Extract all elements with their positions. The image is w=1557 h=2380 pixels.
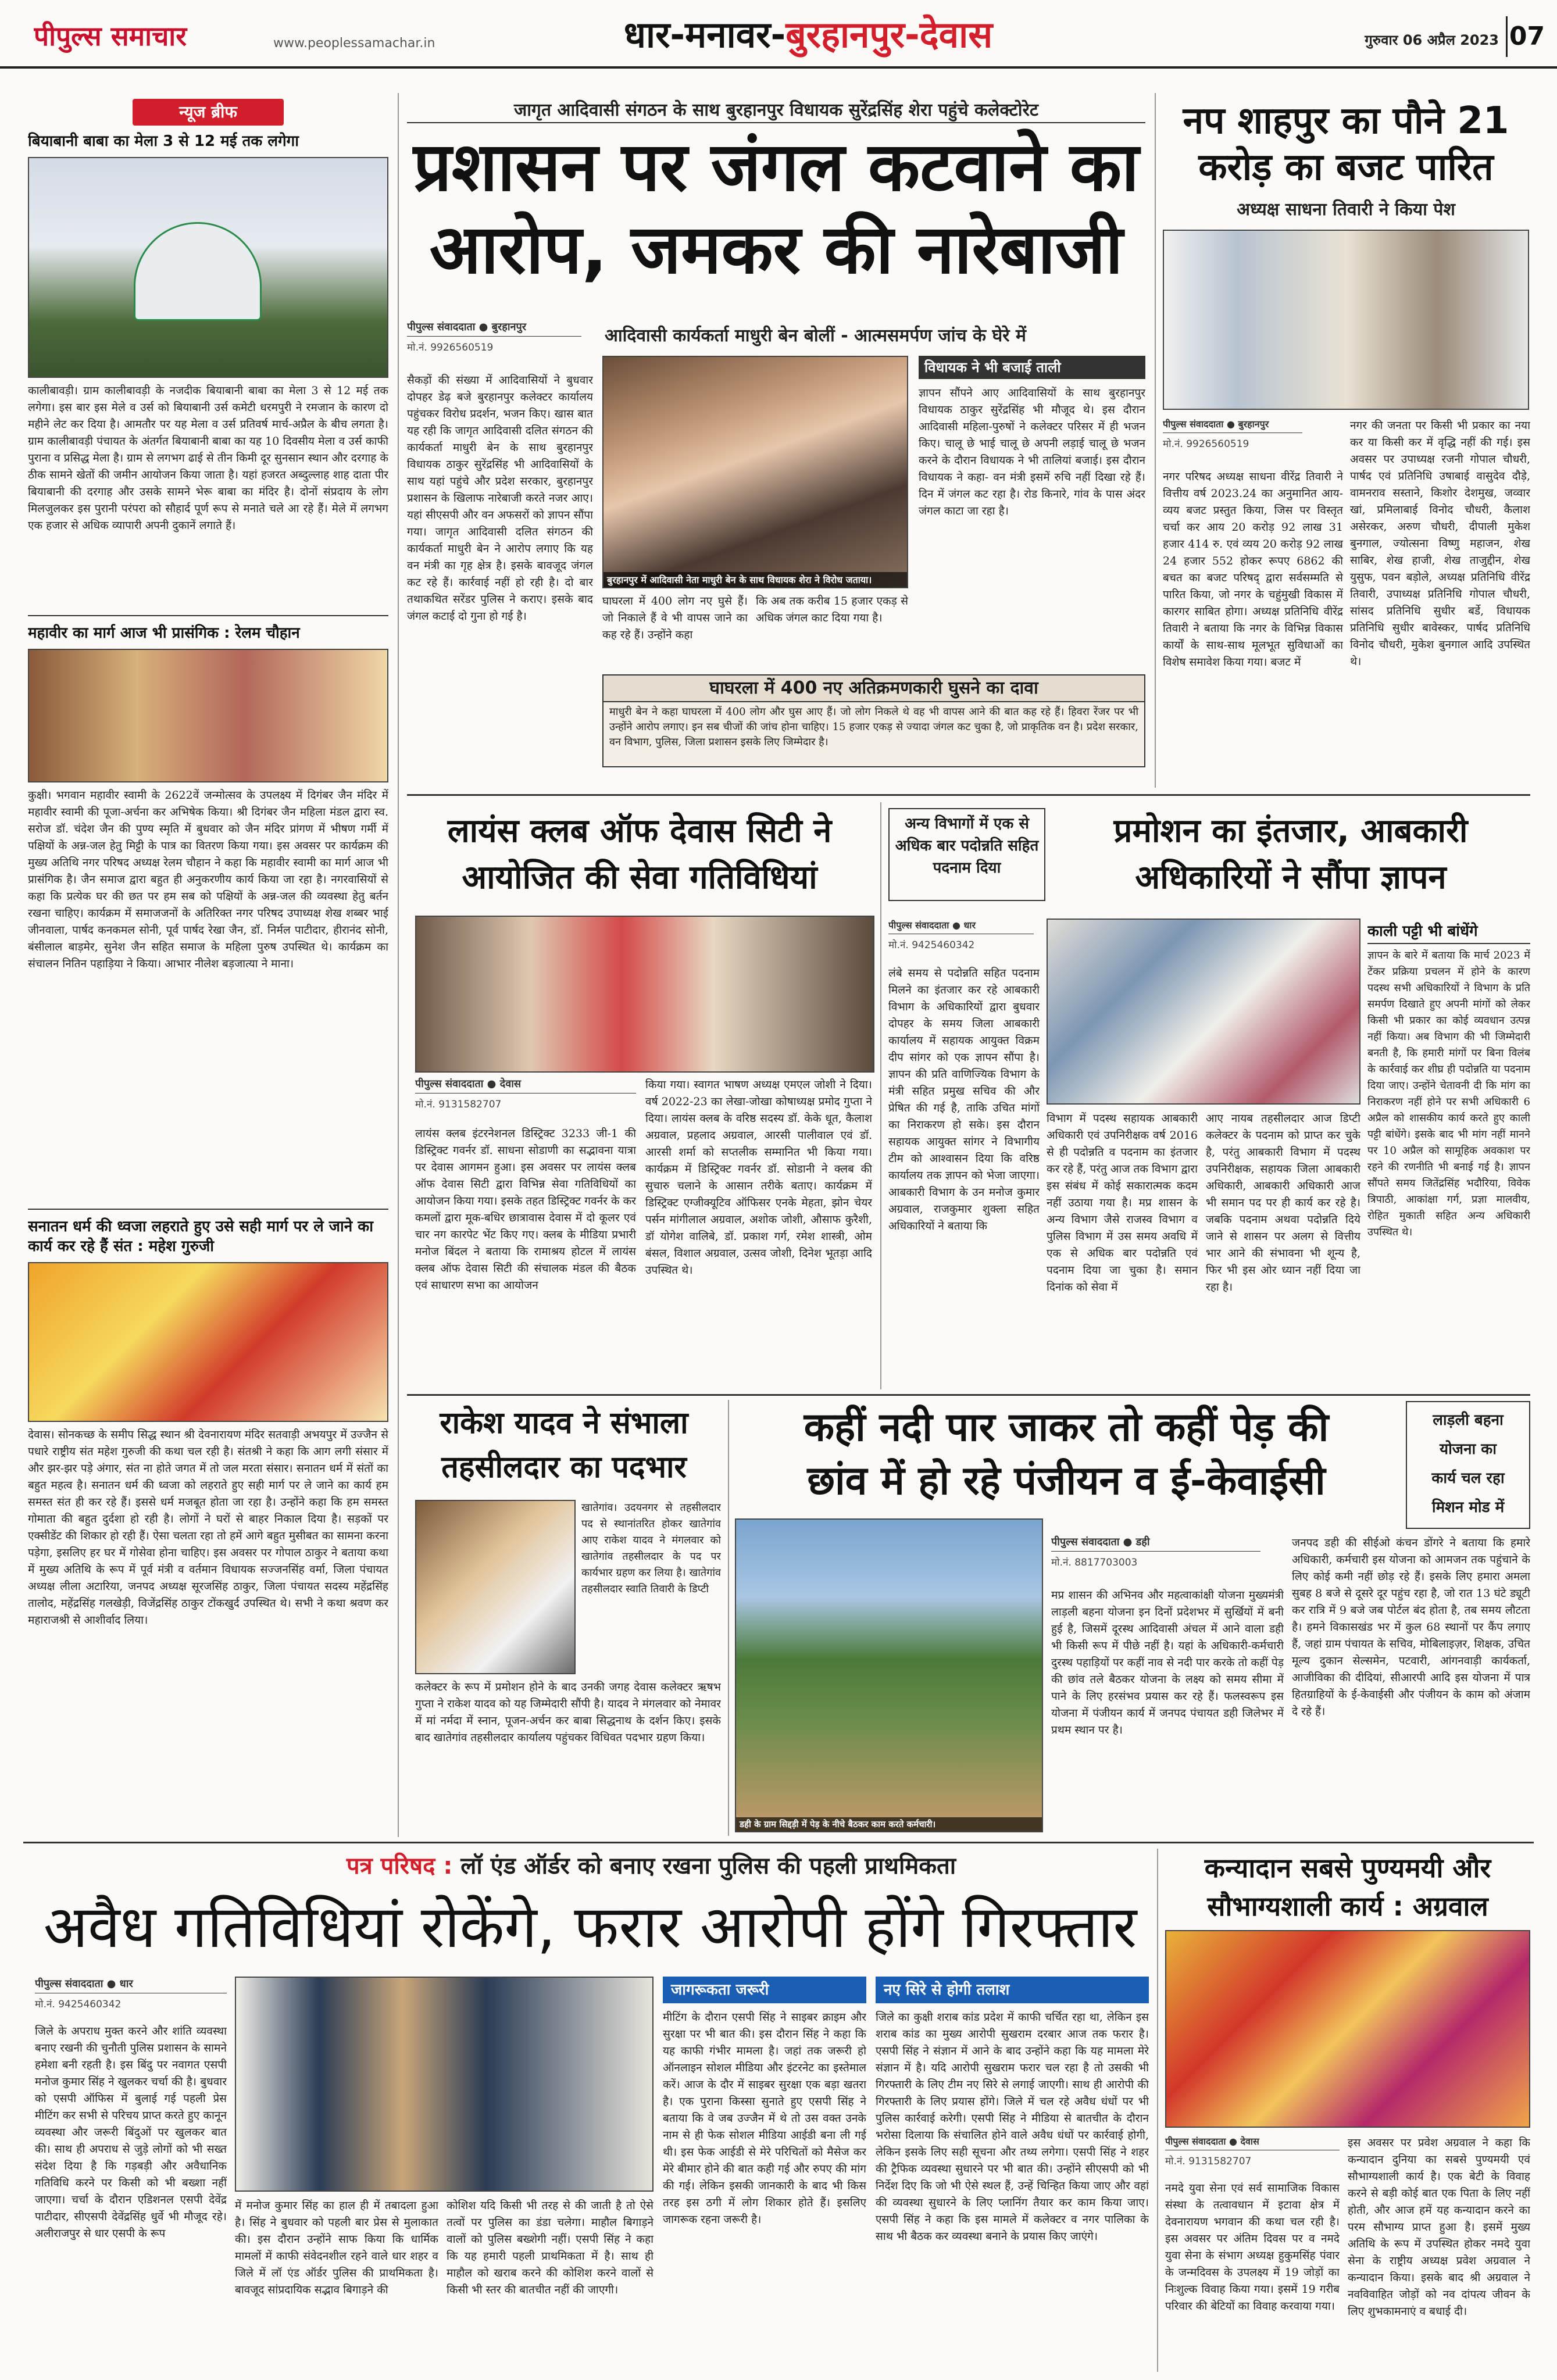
ladli-box-line4: मिशन मोड में bbox=[1431, 1499, 1505, 1516]
column-divider bbox=[880, 802, 881, 1389]
lead-side-text: ज्ञापन सौंपने आए आदिवासियों के साथ बुरहानपुर विधायक ठाकुर सुरेंद्रसिंह भी मौजूद थे। इस दौरान आदिवासी महिला-पुरुषों ने कलेक्टर परिसर में ही भजन किए। चालू छे भाई चालू छे अपनी लड़ाई चालू छे भजन करने के दौरान विधायक ने भी तालियां बजाई। इस दौरान विधायक ने कहा- वन मंत्री इसमें रुचि नहीं दिखा रहे हैं। दिन में जंगल कट रहा है। रोड किनारे, गांव के पास अंदर जंगल काटा जा रहा है। bbox=[919, 387, 1145, 517]
search-text: जिले का कुक्षी शराब कांड प्रदेश में काफी चर्चित रहा था, लेकिन इस शराब कांड का मुख्य आरोपी सुखराम दरबार आज तक फरार है। एसपी सिंह ने संज्ञान में आने के बाद उन्होंने कहा कि यह मामला मेरे संज्ञान में है। यदि आरोपी सुखराम फरार चल रहा है तो उसकी भी गिरफ्तारी के लिए टीम नए सिरे से लगाई जाएगी। साथ ही आरोपी की गिरफ्तारी के लिए प्रयास होंगे। जिले में चल रहे अवैध धंधों पर भी पुलिस कार्रवाई करेगी। एसपी सिंह ने मीडिया से बातचीत के दौरान भरोसा दिलाया कि संचालित होने वाले अवैध धंधों पर कार्रवाई होगी, लेकिन इसके लिए सही सूचना और तथ्य लगेगा। एसपी सिंह ने शहर की ट्रैफिक व्यवस्था सुधारने पर भी बात की। उन्होंने सीएसपी को भी निर्देश दिए कि जो भी ऐसे स्थल हैं, उन्हें चिन्हित किया जाए और वहां की व्यवस्था सुधारने के लिए प्लानिंग तैयार कर काम किया जाए। एसपी सिंह ने कहा कि इस मामले में कलेक्टर व नगर पालिका के साथ भी बैठक कर व्यवस्था बनाने के प्रयास किए जाएंगे। bbox=[876, 2011, 1149, 2243]
rakesh-headline-line2: तहसीलदार का पदभार bbox=[441, 1450, 687, 1485]
masthead bbox=[0, 0, 1557, 69]
police-kicker-label: पत्र परिषद : bbox=[346, 1853, 453, 1879]
ladli-byline: पीपुल्स संवाददाता ● डही bbox=[1051, 1535, 1260, 1552]
budget-body-col1: नगर परिषद अध्यक्ष साधना वीरेंद्र तिवारी ने वित्तीय वर्ष 2023.24 का अनुमानित आय-व्यय बजट प्रस्तुत किया, जिस पर विस्तृत चर्चा कर आय 20 करोड़ 92 लाख 31 हजार 414 रु. एवं व्यय 20 करोड़ 92 लाख 24 हजार 552 होकर रूपए 6862 की बचत का बजट परिषद् द्वारा सर्वसम्मति से पारित किया, जो नगर के चहुंमुखी विकास में कारगर साबित होगा। अध्यक्ष प्रतिनिधि वीरेंद्र तिवारी ने बताया कि नगर के विभिन्न विकास कार्यों के साथ-साथ मूलभूत सुविधाओं का विशेष समावेश किया गया। बजट में bbox=[1163, 470, 1343, 669]
lead-headline-line2: आरोप, जमकर की नारेबाजी bbox=[429, 210, 1123, 289]
rakesh-body: कलेक्टर के रूप में प्रमोशन होने के बाद उनकी जगह देवास कलेक्टर ऋषभ गुप्ता ने राकेश यादव को यह जिम्मेदारी सौंपी है। यादव ने मंगलवार को नेमावर में मां नर्मदा में स्नान, पूजन-अर्चन कर बाबा सिद्धनाथ के दर्शन किए। इसके बाद खातेगांव तहसीलदार कार्यालय पहुंचकर विधिवत पदभार ग्रहण किया। bbox=[415, 1681, 721, 1744]
ladli-box-line2: योजना का bbox=[1439, 1441, 1497, 1458]
lead-below-photo-b: कि अब तक करीब 15 हजार एकड़ से अधिक जंगल काट दिया गया है। bbox=[756, 595, 908, 624]
kanyadan-mobile: मो.नं. 9131582707 bbox=[1165, 2156, 1252, 2167]
ladli-box-line1: लाड़ली बहना bbox=[1433, 1411, 1504, 1429]
brief-photo-3 bbox=[28, 1262, 388, 1422]
awareness-label: जागरूकता जरूरी bbox=[663, 1977, 866, 2003]
website-text: www.peoplessamachar.in bbox=[273, 36, 435, 51]
lions-photo bbox=[415, 916, 874, 1073]
brief-title-2: महावीर का मार्ग आज भी प्रासंगिक : रेलम चौहान bbox=[28, 615, 388, 643]
section-title bbox=[547, 10, 1070, 63]
page-number: 07 bbox=[1506, 16, 1547, 57]
promotion-body-col3: आए नायब तहसीलदार आज डिप्टी कलेक्टर के पदनाम को प्राप्त कर चुके है, परंतु आबकारी विभाग में पदस्थ उपनिरीक्षक, सहायक जिला आबकारी अधिकारी, आबकारी अधिकारी आज भी समान पद पर ही कार्य कर रहे है। जबकि पदनाम अथवा पदोन्नति दिये जाने से शासन पर अलग से वित्तीय भार आने की संभावना भी शून्य है, फिर भी इस ओर ध्यान नहीं दिया जा रहा है। bbox=[1206, 1112, 1360, 1293]
lions-body-col1: लायंस क्लब इंटरनेशनल डिस्ट्रिक्ट 3233 जी-1 की डिस्ट्रिक्ट गवर्नर डॉ. साधना सोडाणी का सद्भावना यात्रा पर देवास आगमन हुआ। इस अवसर पर लायंस क्लब ऑफ देवास सिटी द्वारा विभिन्न सेवा गतिविधियों का आयोजन किया गया। इसके तहत डिस्ट्रिक्ट गवर्नर के कर कमलों द्वारा मूक-बधिर छात्रावास देवास में दो कूलर एवं चार नग कारपेट भेंट किए गए। क्लब के मीडिया प्रभारी मनोज बिंदल ने बताया कि रामाश्रय होटल में लायंस क्लब ऑफ देवास सिटी की संचालक मंडल की बैठक एवं साधारण सभा का आयोजन bbox=[415, 1127, 636, 1292]
lead-byline: पीपुल्स संवाददाता ● बुरहानपुर bbox=[407, 320, 581, 337]
lead-subhead: आदिवासी कार्यकर्ता माधुरी बेन बोलीं - आत्मसमर्पण जांच के घेरे में bbox=[605, 326, 1026, 346]
brief-body-1: कालीबावड़ी। ग्राम कालीबावड़ी के नजदीक बियाबानी बाबा का मेला 3 से 12 मई तक लगेगा। इस बार इस मेले व उर्स को बियाबानी उर्स कमेटी धरमपुरी ने रमजान के कारण दो महीने लेट कर दिया है। आमतौर पर यह मेला व उर्स प्रतिवर्ष मार्च-अप्रैल के बीच लगता है। ग्राम कालीबावड़ी पंचायत के अंतर्गत बियाबानी बाबा का यह 10 दिवसीय मेला व उर्स काफी पुराना व प्रसिद्ध मेला है। ग्राम से लगभग ढाई से तीन किमी दूर सुनसान स्थान और दरगाह के ठीक सामने खेतों की जमीन आयोजन किया जाता है। यहां हजरत अब्दुल्लाह शाह दाता पीर बियाबानी की दरगाह और उसके सामने भेरू बाबा का मंदिर है। दोनों संप्रदाय के लोग मिलजुलकर इस पुरानी परंपरा को सौहार्द पूर्ण रूप से मनाते चले आ रहे हैं। मेले में लगभग एक हजार से अधिक व्यापारी अपनी दुकानें लगाते हैं। bbox=[28, 384, 388, 532]
brief-body-2: कुक्षी। भगवान महावीर स्वामी के 2622वें जन्मोत्सव के उपलक्ष्य में दिगंबर जैन मंदिर में महावीर स्वामी की पूजा-अर्चना कर अभिषेक किया। श्री दिगंबर जैन महिला मंडल द्वारा स्व. सरोज डॉ. चंदेश जैन की पुण्य स्मृति में बुधवार को जैन मंदिर प्रांगण में भीषण गर्मी में पक्षियों के अन्न-जल हेतु मिट्टी के पात्र का वितरण किया गया। इस अवसर पर कार्यक्रम की मुख्य अतिथि नगर परिषद अध्यक्ष रेलम चौहान ने कहा कि महावीर स्वामी का मार्ग आज भी प्रासंगिक है। जैन समाज द्वारा बहुत ही अनुकरणीय कार्य किया जा रहा है। नगरवासियों से कहा कि प्रत्येक घर की छत पर हम सब को पक्षियों के अन्न-जल की व्यवस्था हेतु बर्तन रखना चाहिए। कार्यक्रम में समाजजनों के अतिरिक्त नगर परिषद उपाध्यक्ष शेख शब्बर भाई जीनवाला, पार्षद कनकमल सोनी, पूर्व पार्षद रेखा जैन, डॉ. निर्मल पाटीदार, हीरानंद सोनी, बंसीलाल बाड़मेर, सुनेश जैन सहित समाज के महिला पुरुष उपस्थित थे। कार्यक्रम का संचालन नितिन पहाड़िया ने किया। आभार नीलेश बड़जात्या ने माना। bbox=[28, 789, 388, 970]
kanyadan-headline-line1: कन्यादान सबसे पुण्यमयी और bbox=[1204, 1852, 1491, 1884]
police-body-col1: जिले के अपराध मुक्त करने और शांति व्यवस्था बनाए रखनी की चुनौती पुलिस प्रशासन के सामने हमेशा बनी रहती है। इस बिंदु पर नवागत एसपी मनोज कुमार सिंह ने खुलकर चर्चा की है। बुधवार को एसपी ऑफिस में बुलाई गई पहली प्रेस मीटिंग कर सभी से परिचय प्राप्त करते हुए कानून व्यवस्था और जरूरी बिंदुओं पर खुलकर बात की। साथ ही अपराध से जुड़े लोगों को भी सख्त संदेश दिया है कि गड़बड़ी और अवैधानिक गतिविधि करने पर किसी को भी बख्शा नहीं जाएगा। चर्चा के दौरान एडिशनल एसपी देवेंद्र पाटीदार, सीएसपी देवेंद्रसिंह धुर्वे भी मौजूद रहे। अलीराजपुर से धार एसपी के रूप bbox=[35, 2025, 227, 2240]
lions-byline: पीपुल्स संवाददाता ● देवास bbox=[415, 1077, 636, 1093]
police-kicker-text: लॉ एंड ऑर्डर को बनाए रखना पुलिस की पहली प्राथमिकता bbox=[460, 1853, 956, 1879]
lead-side-label: विधायक ने भी बजाई ताली bbox=[919, 356, 1145, 379]
police-photo bbox=[235, 1977, 653, 2192]
news-brief-label: न्यूज ब्रीफ bbox=[133, 99, 284, 126]
section-prefix: धार-मनावर- bbox=[623, 13, 786, 56]
section-divider bbox=[407, 794, 1530, 796]
rakesh-photo bbox=[415, 1500, 576, 1674]
section-suffix: बुरहानपुर-देवास bbox=[785, 13, 993, 56]
lead-kicker: जागृत आदिवासी संगठन के साथ बुरहानपुर विधायक सुरेंद्रसिंह शेरा पहुंचे कलेक्टोरेट bbox=[407, 98, 1145, 123]
budget-headline-line2: करोड़ का बजट पारित bbox=[1198, 146, 1494, 189]
promotion-byline: पीपुल्स संवाददाता ● धार bbox=[888, 919, 1034, 934]
police-body-col2: में मनोज कुमार सिंह का हाल ही में तबादला हुआ है। सिंह ने बुधवार को पहली बार प्रेस से मुलाकात की। इस दौरान उन्होंने साफ किया कि धार्मिक मामलों में काफी संवेदनशील रहने वाले धार शहर व जिले में लॉ एंड ऑर्डर पुलिस की प्राथमिकता है। बावजूद सांप्रदायिक सद्भाव बिगाड़ने की bbox=[235, 2199, 438, 2296]
lead-headline-line1: प्रशासन पर जंगल कटवाने का bbox=[413, 128, 1140, 206]
encroachment-box-text: माधुरी बेन ने कहा घाघरला में 400 लोग और घुस आए हैं। जो लोग निकले थे वह भी वापस आने की बात कह रहे हैं। हिवरा रेंजर पर भी उन्होंने आरोप लगाए। इन सब चीजों की जांच होना चाहिए। 15 हजार एकड़ से ज्यादा जंगल कट चुका है, जो प्राकृतिक वन है। प्रदेश सरकार, वन विभाग, पुलिस, जिला प्रशासन इसके लिए जिम्मेदार है। bbox=[609, 706, 1138, 748]
column-divider bbox=[398, 93, 399, 1837]
lead-body-col1: सैकड़ों की संख्या में आदिवासियों ने बुधवार दोपहर डेढ़ बजे बुरहानपुर कलेक्टर कार्यालय पहुंचकर विरोध प्रदर्शन, भजन किए। खास बात यह रही कि जागृत आदिवासी दलित संगठन की कार्यकर्ता माधुरी बेन के साथ बुरहानपुर विधायक ठाकुर सुरेंद्रसिंह भी आदिवासियों के साथ यहां पहुंचे और प्रदेश सरकार, बुरहानपुर प्रशासन के खिलाफ नारेबाजी करते नजर आए। यहां सीएसपी और वन अफसरों को ज्ञापन सौंपा गया। जागृत आदिवासी दलित संगठन की कार्यकर्ता माधुरी बेन ने आरोप लगाए कि यह वन मंत्री का गृह क्षेत्र है। इसके बावजूद जंगल कट रहे हैं। कार्रवाई नहीं हो रही है। दो बार तथाकथित सरेंडर पुलिस ने कराए। इसके बाद जंगल कटाई दो गुना हो गई है। bbox=[407, 374, 593, 623]
brief-title-3: सनातन धर्म की ध्वजा लहराते हुए उसे सही मार्ग पर ले जाने का कार्य कर रहे हैं संत : महेश गुरुजी bbox=[28, 1209, 388, 1256]
promotion-side-title: काली पट्टी भी बांधेंगे bbox=[1367, 919, 1530, 944]
budget-headline-line1: नप शाहपुर का पौने 21 bbox=[1183, 99, 1509, 142]
budget-mobile: मो.नं. 9926560519 bbox=[1163, 438, 1249, 450]
section-divider bbox=[407, 1394, 1530, 1396]
ladli-mobile: मो.नं. 8817703003 bbox=[1051, 1557, 1138, 1568]
issue-date: गुरुवार 06 अप्रैल 2023 bbox=[1365, 32, 1499, 48]
promotion-body-col1: लंबे समय से पदोन्नति सहित पदनाम मिलने का इंतजार कर रहे आबकारी विभाग के अधिकारियों द्वारा बुधवार दोपहर के समय जिला आबकारी कार्यालय में सहायक आयुक्त विक्रम दीप सांगर को एक ज्ञापन सौंपा है। ज्ञापन की प्रति वाणिज्यिक विभाग के मंत्री सहित प्रमुख सचिव की और प्रेषित की गई है, ताकि उचित मांगों का निराकरण हो सके। इस दौरान सहायक आयुक्त सांगर ने विभागीय टीम को आश्वासन दिया कि वरिष्ठ कार्यालय तक ज्ञापन को भेजा जाएगा। आबकारी विभाग के उन मनोज कुमार अग्रवाल, राजकुमार शुक्ला सहित अधिकारियों ने बताया कि bbox=[888, 967, 1040, 1232]
lead-photo-caption: बुरहानपुर में आदिवासी नेता माधुरी बेन के साथ विधायक शेरा ने विरोध जताया। bbox=[603, 572, 907, 587]
budget-byline: पीपुल्स संवाददाता ● बुरहानपुर bbox=[1163, 417, 1302, 433]
police-mobile: मो.नं. 9425460342 bbox=[35, 1999, 122, 2010]
promotion-side-text: ज्ञापन के बारे में बताया कि मार्च 2023 में टेंकर प्रक्रिया प्रचलन में होने के कारण पदस्थ सभी अधिकारियों ने विभाग के प्रति समर्पण दिखाते हुए अपनी मांगों को लेकर किसी भी प्रकार का कोई व्यवधान उत्पन्न नहीं किया। अब विभाग की भी जिम्मेदारी बनती है, कि हमारी मांगों पर बिना विलंब के कार्रवाई कर शीघ्र ही पदोन्नति या पदनाम दिया जाए। उन्होंने चेतावनी दी कि मांग का निराकरण नहीं होने पर सभी अधिकारी 6 अप्रैल को शासकीय कार्य करते हुए काली पट्टी बांधेंगे। इसके बाद भी मांग नहीं मानने पर 10 अप्रैल को सामूहिक अवकाश पर रहने की रणनीति भी बनाई गई है। ज्ञापन सौंपते समय जितेंद्रसिंह भदौरिया, विवेक त्रिपाठी, आकांक्षा गर्ग, प्रज्ञा मालवीय, रोहित मुकाती सहित अन्य अधिकारी उपस्थित थे। bbox=[1367, 949, 1530, 1238]
promotion-mobile: मो.नं. 9425460342 bbox=[888, 939, 975, 951]
police-headline: अवैध गतिविधियां रोकेंगे, फरार आरोपी होंगे गिरफ्तार bbox=[43, 1893, 1137, 1961]
police-byline: पीपुल्स संवाददाता ● धार bbox=[35, 1977, 227, 1993]
lead-below-photo-a: घाघरला में 400 लोग नए घुसे हैं। जो निकाले हैं वे भी वापस जाने का कह रहे हैं। उन्होंने कहा bbox=[602, 595, 748, 641]
kanyadan-headline-line2: सौभाग्यशाली कार्य : अग्रवाल bbox=[1207, 1891, 1488, 1922]
search-label: नए सिरे से होगी तलाश bbox=[876, 1977, 1149, 2003]
lions-headline-line2: आयोजित की सेवा गतिविधियां bbox=[462, 859, 817, 896]
budget-subhead: अध्यक्ष साधना तिवारी ने किया पेश bbox=[1237, 199, 1455, 220]
section-divider bbox=[23, 1842, 1534, 1843]
kanyadan-byline-block bbox=[1165, 2135, 1340, 2175]
newspaper-logo bbox=[34, 17, 278, 53]
kanyadan-body-col2: इस अवसर पर प्रवेश अग्रवाल ने कहा कि कन्यादान दुनिया का सबसे पुण्यमयी एवं सौभाग्यशाली कार्य है। एक बेटी के विवाह करने से बड़ी कोई बात एक पिता के लिए नहीं होती, और आज हमें यह कन्यादान करने का परम सौभाग्य प्राप्त हुआ है। इसमें मुख्य अतिथि के रूप में उपस्थित होकर नमदे युवा सेना के राष्ट्रीय अध्यक्ष प्रवेश अग्रवाल ने कन्यादान किया। इसके बाद श्री अग्रवाल ने नवविवाहित जोड़ों को नव दांपत्य जीवन के लिए शुभकामनाएं व बधाई दी। bbox=[1348, 2136, 1530, 2318]
news-brief-column bbox=[28, 99, 388, 1834]
promotion-boxed-kicker: अन्य विभागों में एक से अधिक बार पदोन्नति सहित पदनाम दिया bbox=[888, 808, 1045, 901]
police-byline-block bbox=[35, 1977, 227, 2017]
lions-mobile: मो.नं. 9131582707 bbox=[415, 1099, 502, 1110]
ladli-headline-line2: छांव में हो रहे पंजीयन व ई-केवाईसी bbox=[807, 1458, 1326, 1504]
kanyadan-byline: पीपुल्स संवाददाता ● देवास bbox=[1165, 2135, 1340, 2150]
ladli-scheme-box bbox=[1406, 1401, 1530, 1529]
budget-photo bbox=[1163, 230, 1529, 410]
lions-headline-line1: लायंस क्लब ऑफ देवास सिटी ने bbox=[447, 812, 832, 850]
promotion-photo bbox=[1047, 919, 1360, 1105]
lead-photo bbox=[602, 356, 908, 588]
rakesh-side-col: खातेगांव। उदयनगर से तहसीलदार पद से स्थानांतरित होकर खातेगांव आए राकेश यादव ने मंगलवार को खातेगांव तहसीलदार के पद पर कार्यभार ग्रहण कर लिया है। खातेगांव तहसीलदार स्वाति तिवारी के डिप्टी bbox=[581, 1502, 721, 1595]
encroachment-box-title: घाघरला में 400 नए अतिक्रमणकारी घुसने का दावा bbox=[603, 676, 1144, 702]
logo-text: पीपुल्स समाचार bbox=[34, 20, 187, 52]
ladli-box-line3: कार्य चल रहा bbox=[1431, 1470, 1505, 1487]
budget-body-col2: नगर की जनता पर किसी भी प्रकार का नया कर या किसी कर में वृद्धि नहीं की गई। इस अवसर पर उपाध्यक्ष रजनी गोपाल चौधरी, पार्षद एवं प्रतिनिधि उषाबाई वासुदेव दौड़े, वामनराव सस्ताने, किशोर देशमुख, जव्वार खां, प्रमिलाबाई विनोद चौधरी, कैलाश असेरकर, अरुण चौधरी, दीपाली मुकेश बुनगाल, ज्योत्सना विष्णु महाजन, शेख साबिर, शेख हाजी, शेख ताजुद्दीन, शेख युसुफ, पवन बड़ोले, अध्यक्ष प्रतिनिधि वीरेंद्र तिवारी, उपाध्यक्ष प्रतिनिधि गोपाल चौधरी, सांसद प्रतिनिधि सुधीर बर्डे, विधायक प्रतिनिधि सुधीर बावेस्कर, पार्षद प्रतिनिधि विनोद चौधरी, मुकेश बुनगाल आदि उपस्थित थे। bbox=[1350, 419, 1530, 668]
brief-body-3: देवास। सोनकच्छ के समीप सिद्ध स्थान श्री देवनारायण मंदिर सतवाड़ी अभयपुर में उज्जैन से पधारे राष्ट्रीय संत महेश गुरुजी की कथा चल रही है। संतश्री ने कहा कि आग लगी संसार में और झर-झर पड़े अंगार, संत ना होते जगत में तो जल मरता संसार। सनातन धर्म में संतों का बहुत महत्व है। सनातन धर्म की ध्वजा को लहराते हुए सही मार्ग पर ले जाने का कार्य हम समस्त संत ही कर रहे हैं। इससे धर्म मजबूत होता जा रहा है। उन्होंने कहा कि हम समस्त गोमाता की बहुत दुर्दशा हो रही है। लोगों ने घरों से बाहर निकाल दिया है। सड़कों पर एक्सीडेंट की शिकार हो रही हैं। ऐसा चलता रहा तो हमें आगे बहुत मुसीबत का सामना करना पड़ेगा, इसलिए हर घर में गोसेवा होना चाहिए। इस अवसर पर गोपाल ठाकुर ने बताया कथा में मुख्य अतिथि के रूप में पूर्व मंत्री व वर्तमान विधायक सज्जनसिंह वर्मा, जिला पंचायत अध्यक्ष लीला अटारिया, जनपद अध्यक्ष सूरजसिंह ठाकुर, जिला पंचायत सदस्य महेंद्रसिंह तालोद, महेंद्रसिंह गलखेड़ी, विजेंद्रसिंह ठाकुर टोंकखुर्द उपस्थित थे। सभी ने कथा श्रवण कर महाराजश्री से आशीर्वाद लिया। bbox=[28, 1428, 388, 1627]
promotion-headline-line2: अधिकारियों ने सौंपा ज्ञापन bbox=[1135, 859, 1447, 896]
police-body-col3: कोशिश यदि किसी भी तरह से की जाती है तो ऐसे तत्वों पर पुलिस का डंडा चलेगा। माहौल बिगाड़ने वालों को पुलिस बख्शेगी नहीं। एसपी सिंह ने कहा कि यह हमारी पहली प्राथमिकता में है। साथ ही माहौल को खराब करने की कोशिश करने वालों से किसी भी स्तर की बातचीत नहीं की जाएगी। bbox=[447, 2199, 653, 2296]
dargah-dome-icon bbox=[134, 222, 262, 321]
budget-byline-block bbox=[1163, 417, 1302, 464]
ladli-headline-line1: कहीं नदी पार जाकर तो कहीं पेड़ की bbox=[804, 1405, 1329, 1450]
rakesh-headline-line1: राकेश यादव ने संभाला bbox=[440, 1406, 688, 1441]
kanyadan-body-col1: नमदे युवा सेना एवं सर्व सामाजिक विकास संस्था के तत्वावधान में इटावा क्षेत्र में देवनारायण भगवान की कथा चल रही है। इस अवसर पर अंतिम दिवस पर व नमदे युवा सेना के संभाग अध्यक्ष हुकुमसिंह पंवार के जन्मदिवस के उपलक्ष्य में 19 जोड़ों का निःशुल्क विवाह किया गया। इसमें 19 गरीब परिवार की बेटियों का विवाह करवाया गया। bbox=[1165, 2182, 1340, 2313]
lions-byline-block bbox=[415, 1077, 636, 1117]
promotion-body-col2: विभाग में पदस्थ सहायक आबकारी अधिकारी एवं उपनिरीक्षक वर्ष 2016 से ही पदोन्नति व पदनाम का इंतजार कर रहे हैं, परंतु आज तक विभाग द्वारा इस संबंध में कोई सकारात्मक कदम नहीं उठाया गया है। मप्र शासन के अन्य विभाग जैसे राजस्व विभाग व पुलिस विभाग में उस समय अवधि में एक से अधिक बार पदोन्नति एवं पदनाम दिया जा चुका है। समान दिनांक को सेवा में bbox=[1047, 1112, 1198, 1293]
ladli-body-col2: जनपद डही की सीईओ कंचन डोंगरे ने बताया कि हमारे अधिकारी, कर्मचारी इस योजना को आमजन तक पहुंचाने के लिए कोई कमी नहीं छोड़ रहे हैं। इसके लिए हमारा अमला सुबह 8 बजे से दूसरे दूर पहुंच रहा है, जो रात 13 घंटे ड्यूटी कर रात्रि में 9 बजे जब पोर्टल बंद होता है, तब समय लौटता है। हमने विकासखंड भर में कुल 68 स्थानों पर कैंप लगाए हैं, जहां ग्राम पंचायत के सचिव, मोबिलाइज़र, शिक्षक, उचित मूल्य दुकान सेल्समेन, पटवारी, आंगनवाड़ी कार्यकर्ता, आजीविका की दीदियां, सीआरपी आदि इस योजना में पात्र हितग्राहियों के ई-केवाईसी और पंजीयन के काम को अंजाम दे रहे हैं। bbox=[1292, 1536, 1530, 1718]
lions-body-col2: किया गया। स्वागत भाषण अध्यक्ष एमएल जोशी ने दिया। वर्ष 2022-23 का लेखा-जोखा कोषाध्यक्ष प्रमोद गुप्ता ने दिया। लायंस क्लब के वरिष्ठ सदस्य डॉ. केके धूत, कैलाश अग्रवाल, प्रहलाद अग्रवाल, आरसी पालीवाल एवं डॉ. आरसी शर्मा को सप्तलीक सम्मानित भी किया गया। कार्यक्रम में डिस्ट्रिक्ट गवर्नर डॉ. सोडानी ने क्लब की सुचारु चलाने के आसान तरीके बताए। कार्यक्रम में डिस्ट्रिक्ट एग्जीक्यूटिव ऑफिसर एनके मेहता, झोन चेयर पर्सन मांगीलाल अग्रवाल, अशोक जोशी, औसाफ कुरैशी, डॉ योगेश वालिबे, डॉ. प्रकाश गर्ग, रमेश शास्त्री, ओम बंसल, विशाल अग्रवाल, उत्सव जोशी, दिनेश भूतड़ा आदि उपस्थित थे। bbox=[645, 1078, 872, 1277]
police-kicker bbox=[174, 1849, 1128, 1884]
column-divider bbox=[1155, 93, 1156, 788]
awareness-text: मीटिंग के दौरान एसपी सिंह ने साइबर क्राइम और सुरक्षा पर भी बात की। इस दौरान सिंह ने कहा कि यह काफी गंभीर मामला है। जहां तक जरूरी हो ऑनलाइन सोशल मीडिया और इंटरनेट का इस्तेमाल करें। आज के दौर में साइबर सुरक्षा एक बड़ा खतरा है। एक पुराना किस्सा सुनाते हुए एसपी सिंह ने बताया कि वे जब उज्जैन में थे तो उस वक्त उनके नाम से ही फेक सोशल मीडिया आईडी बना ली गई थी। इस फेक आईडी से मेरे परिचितों को मैसेज कर मेरे बीमार होने की बात कही गई और रुपए की मांग की गई। लेकिन इसकी जानकारी के बाद भी किस तरह इस ठगी में लोग शिकार होते हैं। इसलिए जागरूक रहना जरूरी है। bbox=[663, 2011, 866, 2226]
promotion-byline-block bbox=[888, 919, 1034, 959]
encroachment-box bbox=[602, 674, 1145, 767]
brief-title-1: बियाबानी बाबा का मेला 3 से 12 मई तक लगेगा bbox=[28, 133, 299, 150]
kanyadan-photo bbox=[1165, 1930, 1530, 2128]
ladli-byline-block bbox=[1051, 1535, 1260, 1575]
lead-mobile: मो.नं. 9926560519 bbox=[407, 342, 494, 353]
ladli-photo-caption: डही के ग्राम सिद्दड़ी में पेड़ के नीचे बैठकर काम करते कर्मचारी। bbox=[736, 1817, 1042, 1831]
column-divider bbox=[728, 1400, 729, 1836]
brief-photo-1 bbox=[28, 157, 388, 378]
ladli-photo bbox=[735, 1518, 1043, 1832]
ladli-body-col1: मप्र शासन की अभिनव और महत्वाकांक्षी योजना मुख्यमंत्री लाड़ली बहना योजना इन दिनों प्रदेशभर में सुर्खियों में बनी हुई है, जिसमें दूरस्थ आदिवासी अंचल में आने वाला डही भी किसी रूप में पीछे नहीं है। यहां के अधिकारी-कर्मचारी दुरस्थ पहाड़ियों पर कहीं नाव से नदी पार करके तो कहीं पेड़ की छांव तले बैठकर योजना के लक्ष्य को समय सीमा में पाने के लिए हरसंभव प्रयास कर रहे हैं। फलस्वरूप इस योजना में पंजीयन कार्य में जनपद पंचायत डही जिलेभर में प्रथम स्थान पर है। bbox=[1051, 1589, 1284, 1736]
promotion-headline-line1: प्रमोशन का इंतजार, आबकारी bbox=[1113, 812, 1468, 850]
brief-photo-2 bbox=[28, 649, 388, 782]
column-divider bbox=[1157, 1849, 1158, 2372]
